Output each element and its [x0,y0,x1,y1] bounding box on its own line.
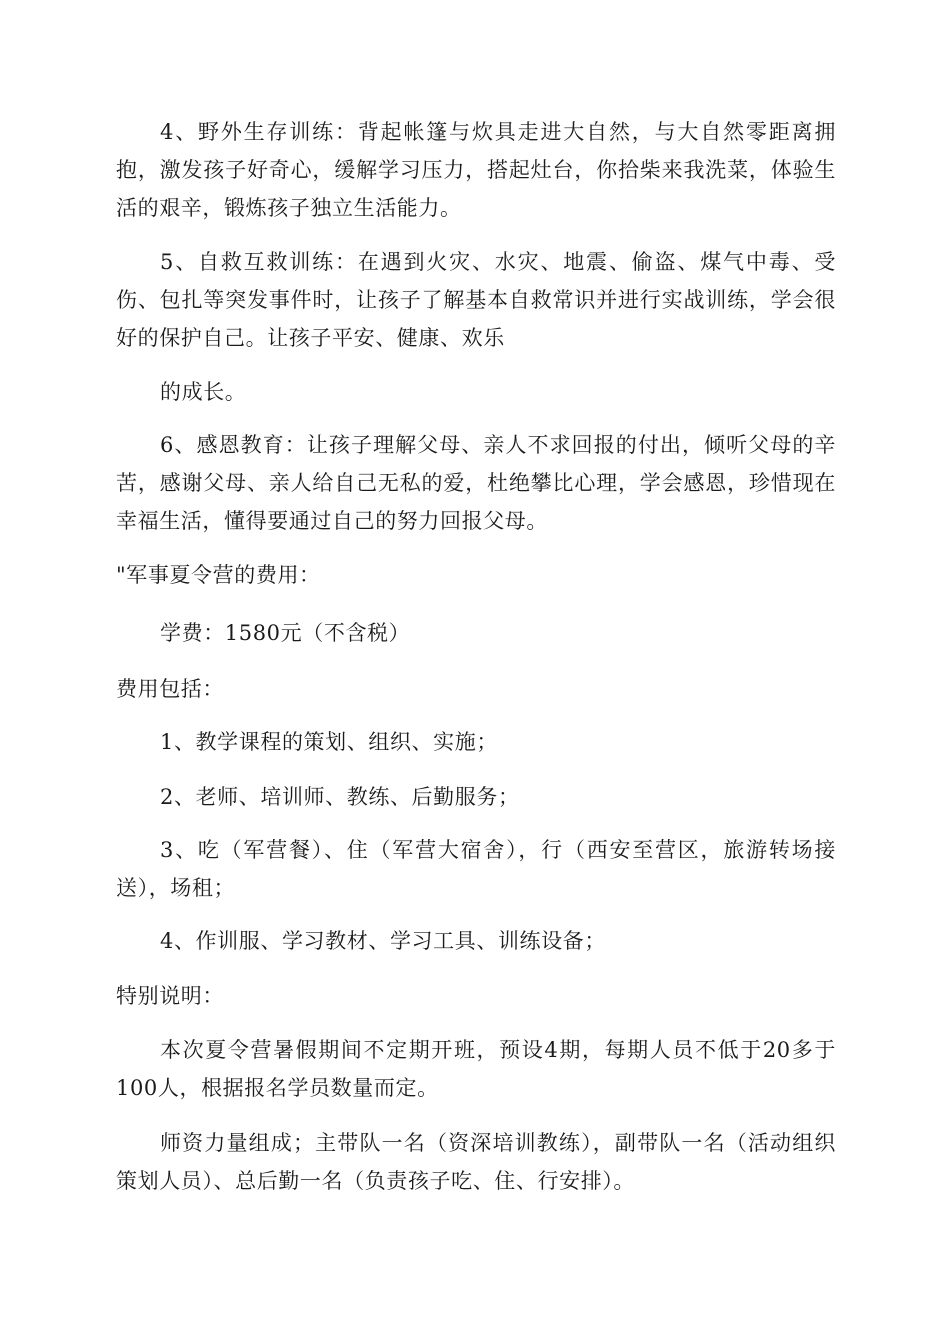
fee-item-1: 1、教学课程的策划、组织、实施； [160,730,498,754]
paragraph-growth: 的成长。 [160,380,247,404]
fee-item-2: 2、老师、培训师、教练、后勤服务； [160,785,520,809]
heading-camp-fee: "军事夏令营的费用： [116,563,321,587]
paragraph-outdoor-survival: 4、野外生存训练：背起帐篷与炊具走进大自然，与大自然零距离拥抱，激发孩子好奇心，缓解学习压力，搭起灶台，你拾柴来我洗菜，体验生活的艰辛，锻炼孩子独立生活能力。 [116,120,836,220]
paragraph-gratitude: 6、感恩教育：让孩子理解父母、亲人不求回报的付出，倾听父母的辛苦，感谢父母、亲人给自己无私的爱，杜绝攀比心理，学会感恩，珍惜现在幸福生活，懂得要通过自己的努力回报父母。 [116,433,836,533]
paragraph-self-rescue: 5、自救互救训练：在遇到火灾、水灾、地震、偷盗、煤气中毒、受伤、包扎等突发事件时，让孩子了解基本自救常识并进行实战训练，学会很好的保护自己。让孩子平安、健康、欢乐 [116,250,836,350]
heading-special-notes: 特别说明： [116,984,224,1008]
paragraph-staff: 师资力量组成；主带队一名（资深培训教练），副带队一名（活动组织策划人员）、总后勤一名（负责孩子吃、住、行安排）。 [116,1131,836,1193]
fee-item-4: 4、作训服、学习教材、学习工具、训练设备； [160,929,606,953]
paragraph-tuition: 学费：1580元（不含税） [160,621,411,645]
heading-fee-includes: 费用包括： [116,677,224,701]
fee-item-3: 3、吃（军营餐）、住（军营大宿舍），行（西安至营区，旅游转场接送），场租； [116,838,836,900]
paragraph-class-schedule: 本次夏令营暑假期间不定期开班，预设4期，每期人员不低于20多于100人，根据报名学员数量而定。 [116,1038,836,1100]
